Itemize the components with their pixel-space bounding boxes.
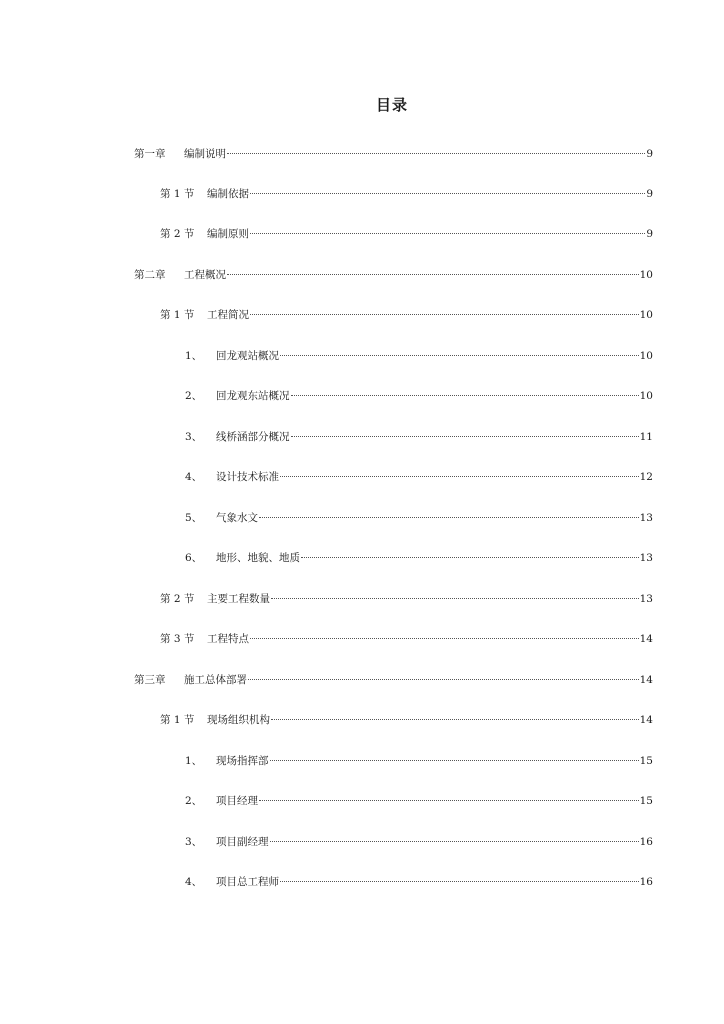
toc-entry-text: 工程特点	[207, 633, 249, 645]
toc-entry-number: 第 2 节	[160, 228, 195, 240]
toc-entry-page: 9	[646, 188, 653, 200]
toc-entry-page: 13	[639, 552, 653, 564]
toc-entry-item[interactable]	[185, 869, 653, 888]
dot-leader	[250, 181, 645, 197]
dot-leader	[248, 667, 639, 683]
toc-entry-text: 现场组织机构	[207, 714, 270, 726]
toc-entry-item[interactable]	[185, 343, 653, 362]
toc-entry-section[interactable]	[160, 586, 653, 605]
toc-entry-page: 12	[639, 471, 653, 483]
dot-leader	[271, 586, 639, 602]
toc-entry-text: 项目副经理	[216, 836, 269, 848]
toc-entry-item[interactable]	[185, 829, 653, 848]
toc-entry-text: 气象水文	[216, 512, 258, 524]
toc-entry-text: 项目总工程师	[216, 876, 279, 888]
dot-leader	[280, 464, 639, 480]
toc-entry-number: 第 2 节	[160, 593, 195, 605]
toc-entry-item[interactable]	[185, 383, 653, 402]
toc-entry-text: 编制原则	[207, 228, 249, 240]
toc-entry-page: 10	[639, 269, 653, 281]
dot-leader	[259, 505, 639, 521]
dot-leader	[250, 221, 645, 237]
dot-leader	[227, 262, 639, 278]
toc-entry-page: 9	[646, 228, 653, 240]
toc-entry-number: 4、	[185, 876, 203, 888]
toc-entry-page: 10	[639, 390, 653, 402]
toc-entry-page: 15	[639, 795, 653, 807]
toc-entry-page: 10	[639, 309, 653, 321]
toc-entry-number: 5、	[185, 512, 203, 524]
toc-entry-page: 10	[639, 350, 653, 362]
toc-entry-number: 1、	[185, 755, 203, 767]
toc-entry-item[interactable]	[185, 424, 653, 443]
toc-entry-text: 现场指挥部	[216, 755, 269, 767]
toc-entry-number: 3、	[185, 836, 203, 848]
toc-entry-chapter[interactable]	[134, 141, 653, 160]
toc-entry-number: 第 1 节	[160, 309, 195, 321]
toc-entry-section[interactable]	[160, 302, 653, 321]
toc-entry-number: 第一章	[134, 148, 166, 160]
toc-entry-section[interactable]	[160, 707, 653, 726]
dot-leader	[271, 707, 639, 723]
toc-entry-page: 15	[639, 755, 653, 767]
toc-entry-number: 4、	[185, 471, 203, 483]
dot-leader	[270, 829, 639, 845]
toc-entry-text: 主要工程数量	[207, 593, 270, 605]
toc-entry-item[interactable]	[185, 545, 653, 564]
toc-entry-text: 施工总体部署	[184, 674, 247, 686]
toc-entry-number: 第二章	[134, 269, 166, 281]
dot-leader	[227, 141, 645, 157]
dot-leader	[270, 748, 639, 764]
toc-entry-text: 回龙观东站概况	[216, 390, 290, 402]
toc-entry-number: 第 1 节	[160, 188, 195, 200]
toc-entry-page: 9	[646, 148, 653, 160]
toc-entry-page: 14	[639, 674, 653, 686]
toc-entry-chapter[interactable]	[134, 667, 653, 686]
toc-entry-text: 工程概况	[184, 269, 226, 281]
toc-entry-number: 第 3 节	[160, 633, 195, 645]
toc-entry-item[interactable]	[185, 788, 653, 807]
dot-leader	[250, 626, 639, 642]
toc-entry-page: 13	[639, 593, 653, 605]
toc-entry-section[interactable]	[160, 626, 653, 645]
toc-entry-page: 16	[639, 876, 653, 888]
toc-entry-page: 13	[639, 512, 653, 524]
toc-entry-text: 地形、地貌、地质	[216, 552, 300, 564]
toc-entry-number: 6、	[185, 552, 203, 564]
toc-entry-number: 第三章	[134, 674, 166, 686]
toc-entry-text: 工程简况	[207, 309, 249, 321]
toc-entry-page: 11	[639, 431, 653, 443]
toc-entry-item[interactable]	[185, 505, 653, 524]
toc-entry-text: 编制说明	[184, 148, 226, 160]
dot-leader	[291, 383, 639, 399]
toc-entry-text: 编制依据	[207, 188, 249, 200]
toc-entry-number: 3、	[185, 431, 203, 443]
toc-entry-text: 项目经理	[216, 795, 258, 807]
dot-leader	[250, 302, 639, 318]
dot-leader	[291, 424, 639, 440]
toc-entry-text: 线桥涵部分概况	[216, 431, 290, 443]
toc-entry-item[interactable]	[185, 464, 653, 483]
dot-leader	[259, 788, 639, 804]
toc-entry-number: 2、	[185, 795, 203, 807]
dot-leader	[301, 545, 639, 561]
toc-entry-item[interactable]	[185, 748, 653, 767]
toc-entry-number: 1、	[185, 350, 203, 362]
toc-entry-chapter[interactable]	[134, 262, 653, 281]
toc-entry-page: 14	[639, 714, 653, 726]
toc-entry-section[interactable]	[160, 221, 653, 240]
toc-entry-page: 16	[639, 836, 653, 848]
toc-title: 目录	[375, 96, 408, 114]
toc-entry-number: 2、	[185, 390, 203, 402]
toc-entry-section[interactable]	[160, 181, 653, 200]
toc-entry-text: 设计技术标准	[216, 471, 279, 483]
toc-entry-page: 14	[639, 633, 653, 645]
dot-leader	[280, 343, 639, 359]
toc-entry-text: 回龙观站概况	[216, 350, 279, 362]
dot-leader	[280, 869, 639, 885]
toc-entry-number: 第 1 节	[160, 714, 195, 726]
